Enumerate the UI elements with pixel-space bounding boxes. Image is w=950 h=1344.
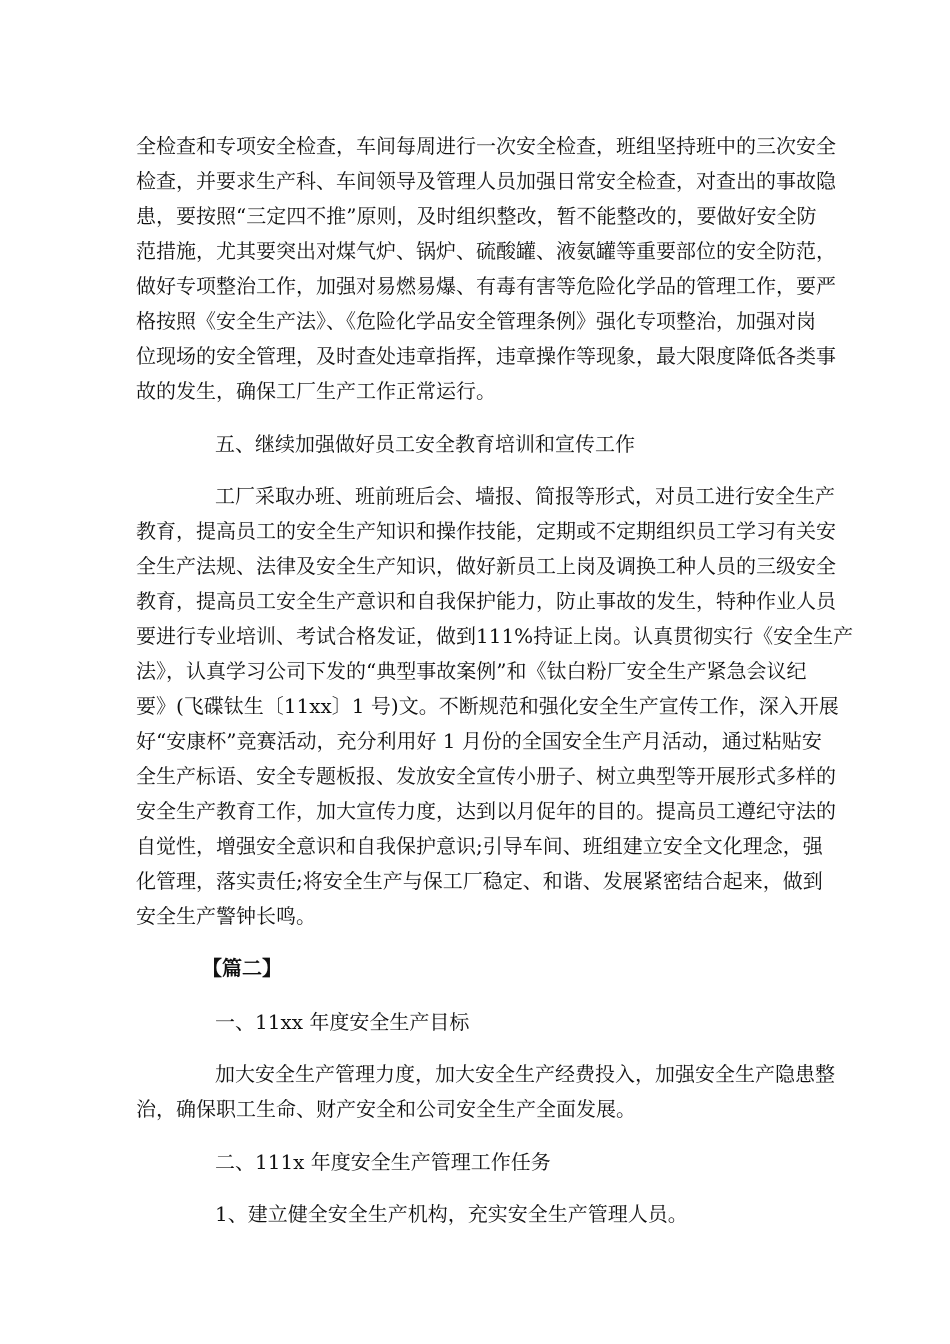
paragraph-line: 安全生产教育工作，加大宣传力度，达到以月促年的目的。提高员工遵纪守法的 [136,799,836,823]
paragraph-line: 格按照《安全生产法》、《危险化学品安全管理条例》强化专项整治，加强对岗 [136,309,816,333]
paragraph-line: 自觉性，增强安全意识和自我保护意识;引导车间、班组建立安全文化理念，强 [136,834,823,858]
list-item: 1、建立健全安全生产机构，充实安全生产管理人员。 [215,1202,688,1226]
paragraph-line: 全生产标语、安全专题板报、发放安全宣传小册子、树立典型等开展形式多样的 [136,764,836,788]
paragraph-line: 治，确保职工生命、财产安全和公司安全生产全面发展。 [136,1097,636,1121]
paragraph-line: 检查，并要求生产科、车间领导及管理人员加强日常安全检查，对查出的事故隐 [136,169,836,193]
paragraph-line: 法》，认真学习公司下发的“典型事故案例”和《钛白粉厂安全生产紧急会议纪 [136,659,807,683]
paragraph-line: 教育，提高员工安全生产意识和自我保护能力，防止事故的发生，特种作业人员 [136,589,836,613]
section-heading: 一、11xx 年度安全生产目标 [215,1010,470,1034]
paragraph-line: 化管理，落实责任;将安全生产与保工厂稳定、和谐、发展紧密结合起来，做到 [136,869,823,893]
paragraph-line: 做好专项整治工作，加强对易燃易爆、有毒有害等危险化学品的管理工作，要严 [136,274,836,298]
paragraph-line: 位现场的安全管理，及时查处违章指挥，违章操作等现象，最大限度降低各类事 [136,344,836,368]
part-heading: 【篇二】 [202,956,282,980]
section-heading: 二、111x 年度安全生产管理工作任务 [215,1150,551,1174]
paragraph-line: 患，要按照“三定四不推”原则，及时组织整改，暂不能整改的，要做好安全防 [136,204,817,228]
paragraph-line: 工厂采取办班、班前班后会、墙报、简报等形式，对员工进行安全生产 [215,484,835,508]
paragraph-line: 好“安康杯”竞赛活动，充分利用好 1 月份的全国安全生产月活动，通过粘贴安 [136,729,822,753]
paragraph-line: 加大安全生产管理力度，加大安全生产经费投入，加强安全生产隐患整 [215,1062,835,1086]
paragraph-line: 全生产法规、法律及安全生产知识，做好新员工上岗及调换工种人员的三级安全 [136,554,836,578]
paragraph-line: 范措施，尤其要突出对煤气炉、锅炉、硫酸罐、液氨罐等重要部位的安全防范， [136,239,836,263]
paragraph-line: 教育，提高员工的安全生产知识和操作技能，定期或不定期组织员工学习有关安 [136,519,836,543]
section-heading: 五、继续加强做好员工安全教育培训和宣传工作 [215,432,635,456]
paragraph-line: 要》(飞碟钛生〔11xx〕1 号)文。不断规范和强化安全生产宣传工作，深入开展 [136,694,839,718]
paragraph-line: 故的发生，确保工厂生产工作正常运行。 [136,379,496,403]
paragraph-line: 安全生产警钟长鸣。 [136,904,316,928]
paragraph-line: 要进行专业培训、考试合格发证，做到111%持证上岗。认真贯彻实行《安全生产 [136,624,854,648]
paragraph-line: 全检查和专项安全检查，车间每周进行一次安全检查，班组坚持班中的三次安全 [136,134,836,158]
